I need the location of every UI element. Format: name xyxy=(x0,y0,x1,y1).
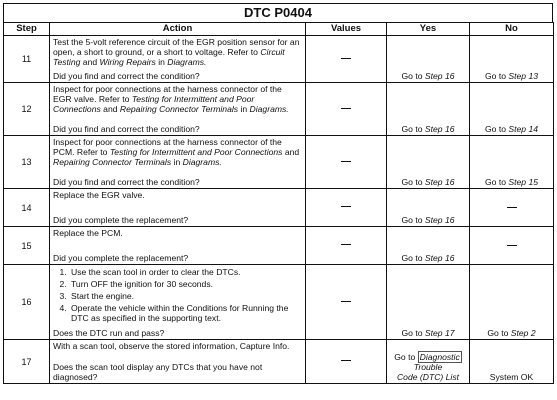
values-dash xyxy=(341,161,351,162)
yes-prefix: Go to xyxy=(401,253,425,263)
action-question: Does the DTC run and pass? xyxy=(53,328,165,338)
action-step-item: 2. Turn OFF the ignition for 30 seconds. xyxy=(69,279,302,289)
no-prefix: Go to xyxy=(484,177,509,187)
values-dash xyxy=(341,360,351,361)
values-cell xyxy=(306,36,387,83)
table-row xyxy=(4,340,554,384)
values-cell xyxy=(306,265,387,340)
action-question: Did you find and correct the condition? xyxy=(53,71,200,81)
step-cell: 12 xyxy=(4,83,50,136)
step-cell: 16 xyxy=(4,265,50,340)
yes-prefix: Go to xyxy=(401,124,425,134)
yes-cell xyxy=(387,83,470,136)
action-cell xyxy=(50,136,306,189)
action-fragment: Test the 5-volt reference circuit of the EGR position sensor for an open, a short to ground, or a short to voltage. Refer to xyxy=(53,37,300,57)
table-row xyxy=(4,36,554,83)
values-dash xyxy=(341,108,351,109)
action-step-item: 1. Use the scan tool in order to clear the DTCs. xyxy=(69,267,302,277)
values-cell xyxy=(306,83,387,136)
action-cell xyxy=(50,265,306,340)
values-cell xyxy=(306,189,387,227)
values-cell xyxy=(306,136,387,189)
yes-step-link[interactable]: Step 16 xyxy=(424,124,455,134)
no-cell xyxy=(470,265,554,340)
table-row xyxy=(4,83,554,136)
action-fragment: in xyxy=(155,57,168,67)
action-reference: Repairing Connector Terminals xyxy=(119,104,239,114)
yes-step-link[interactable]: Step 16 xyxy=(424,71,455,81)
action-fragment: With a scan tool, observe the stored information, Capture Info. xyxy=(53,341,290,351)
yes-prefix: Go to xyxy=(394,352,418,362)
table-body xyxy=(4,36,554,384)
action-question: Did you complete the replacement? xyxy=(53,253,189,263)
table-row xyxy=(4,189,554,227)
no-dash xyxy=(507,245,517,246)
action-fragment: Inspect for poor connections at the harness connector of the EGR valve. Refer to xyxy=(53,84,282,104)
yes-prefix: Go to xyxy=(401,215,425,225)
diagnostic-link[interactable]: Diagnostic xyxy=(419,352,460,362)
action-reference: Testing for Intermittent and Poor Connections xyxy=(109,147,283,157)
yes-line-trouble[interactable]: Trouble xyxy=(413,362,443,372)
no-cell xyxy=(470,36,554,83)
table-row xyxy=(4,227,554,265)
action-step-item: 3. Start the engine. xyxy=(69,291,302,301)
step-cell: 11 xyxy=(4,36,50,83)
action-reference: Repairing Connector Terminals xyxy=(53,157,172,167)
values-cell xyxy=(306,340,387,384)
action-cell xyxy=(50,36,306,83)
action-reference: Diagrams. xyxy=(167,57,207,67)
yes-step-link[interactable]: Step 16 xyxy=(424,215,455,225)
action-question: Did you complete the replacement? xyxy=(53,215,189,225)
action-question: Did you find and correct the condition? xyxy=(53,177,200,187)
values-dash xyxy=(341,206,351,207)
no-prefix: Go to xyxy=(484,124,509,134)
action-text xyxy=(53,265,302,323)
no-dash xyxy=(507,207,517,208)
no-prefix: Go to xyxy=(484,71,509,81)
action-fragment: in xyxy=(238,104,250,114)
action-reference: Diagrams. xyxy=(182,157,222,167)
action-cell xyxy=(50,83,306,136)
action-text xyxy=(53,227,302,238)
action-fragment: and xyxy=(282,147,300,157)
action-steps-list xyxy=(53,267,302,323)
header-row xyxy=(4,23,554,36)
header-action: Action xyxy=(50,23,306,36)
no-cell xyxy=(470,189,554,227)
yes-prefix: Go to xyxy=(401,177,425,187)
no-step-link[interactable]: Step 13 xyxy=(508,71,539,81)
yes-cell xyxy=(387,265,470,340)
action-fragment: in xyxy=(171,157,183,167)
action-reference: Circuit Testing xyxy=(53,47,285,67)
action-question: Did you find and correct the condition? xyxy=(53,124,200,134)
yes-cell xyxy=(387,340,470,384)
action-text xyxy=(53,36,302,67)
yes-step-link[interactable]: Step 16 xyxy=(424,177,455,187)
step-cell: 13 xyxy=(4,136,50,189)
no-cell xyxy=(470,340,554,384)
action-cell xyxy=(50,189,306,227)
header-no: No xyxy=(470,23,554,36)
header-values: Values xyxy=(306,23,387,36)
yes-line-code-list[interactable]: Code (DTC) List xyxy=(396,372,460,382)
action-question: Does the scan tool display any DTCs that you have not diagnosed? xyxy=(53,362,263,382)
action-cell xyxy=(50,340,306,384)
page-title: DTC P0404 xyxy=(3,3,553,22)
action-reference: Diagrams. xyxy=(249,104,289,114)
yes-cell xyxy=(387,227,470,265)
step-cell: 17 xyxy=(4,340,50,384)
no-step-link[interactable]: Step 2 xyxy=(510,328,536,338)
no-cell xyxy=(470,83,554,136)
yes-prefix: Go to xyxy=(401,71,425,81)
yes-cell xyxy=(387,189,470,227)
table-row xyxy=(4,265,554,340)
values-cell xyxy=(306,227,387,265)
values-dash xyxy=(341,244,351,245)
action-reference: Testing for Intermittent and Poor Connections xyxy=(53,94,255,114)
header-yes: Yes xyxy=(387,23,470,36)
action-step-item: 4. Operate the vehicle within the Conditions for Running the DTC as specified in the supporting text. xyxy=(69,303,302,323)
action-text xyxy=(53,136,302,167)
table-row xyxy=(4,136,554,189)
yes-step-link[interactable]: Step 16 xyxy=(424,253,455,263)
yes-cell xyxy=(387,36,470,83)
no-step-link[interactable]: Step 15 xyxy=(508,177,539,187)
values-dash xyxy=(341,301,351,302)
action-reference: Wiring Repairs xyxy=(99,57,156,67)
action-text xyxy=(53,340,302,351)
no-cell xyxy=(470,136,554,189)
header-step: Step xyxy=(4,23,50,36)
action-text xyxy=(53,189,302,200)
step-cell: 14 xyxy=(4,189,50,227)
action-fragment: and xyxy=(80,57,100,67)
dtc-table xyxy=(3,22,554,384)
action-text xyxy=(53,83,302,114)
values-dash xyxy=(341,58,351,59)
no-cell xyxy=(470,227,554,265)
action-fragment: and xyxy=(100,104,120,114)
yes-line xyxy=(390,352,466,362)
step-cell: 15 xyxy=(4,227,50,265)
yes-step-link[interactable]: Step 17 xyxy=(424,328,455,338)
yes-cell xyxy=(387,136,470,189)
action-fragment: Inspect for poor connections at the harness connector of the PCM. Refer to xyxy=(53,137,282,157)
no-prefix: Go to xyxy=(487,328,511,338)
action-fragment: Replace the EGR valve. xyxy=(53,190,145,200)
action-cell xyxy=(50,227,306,265)
dtc-table-container xyxy=(3,3,553,384)
no-step-link[interactable]: Step 14 xyxy=(508,124,539,134)
no-result-text: System OK xyxy=(489,372,534,382)
action-fragment: Replace the PCM. xyxy=(53,228,123,238)
yes-prefix: Go to xyxy=(401,328,425,338)
